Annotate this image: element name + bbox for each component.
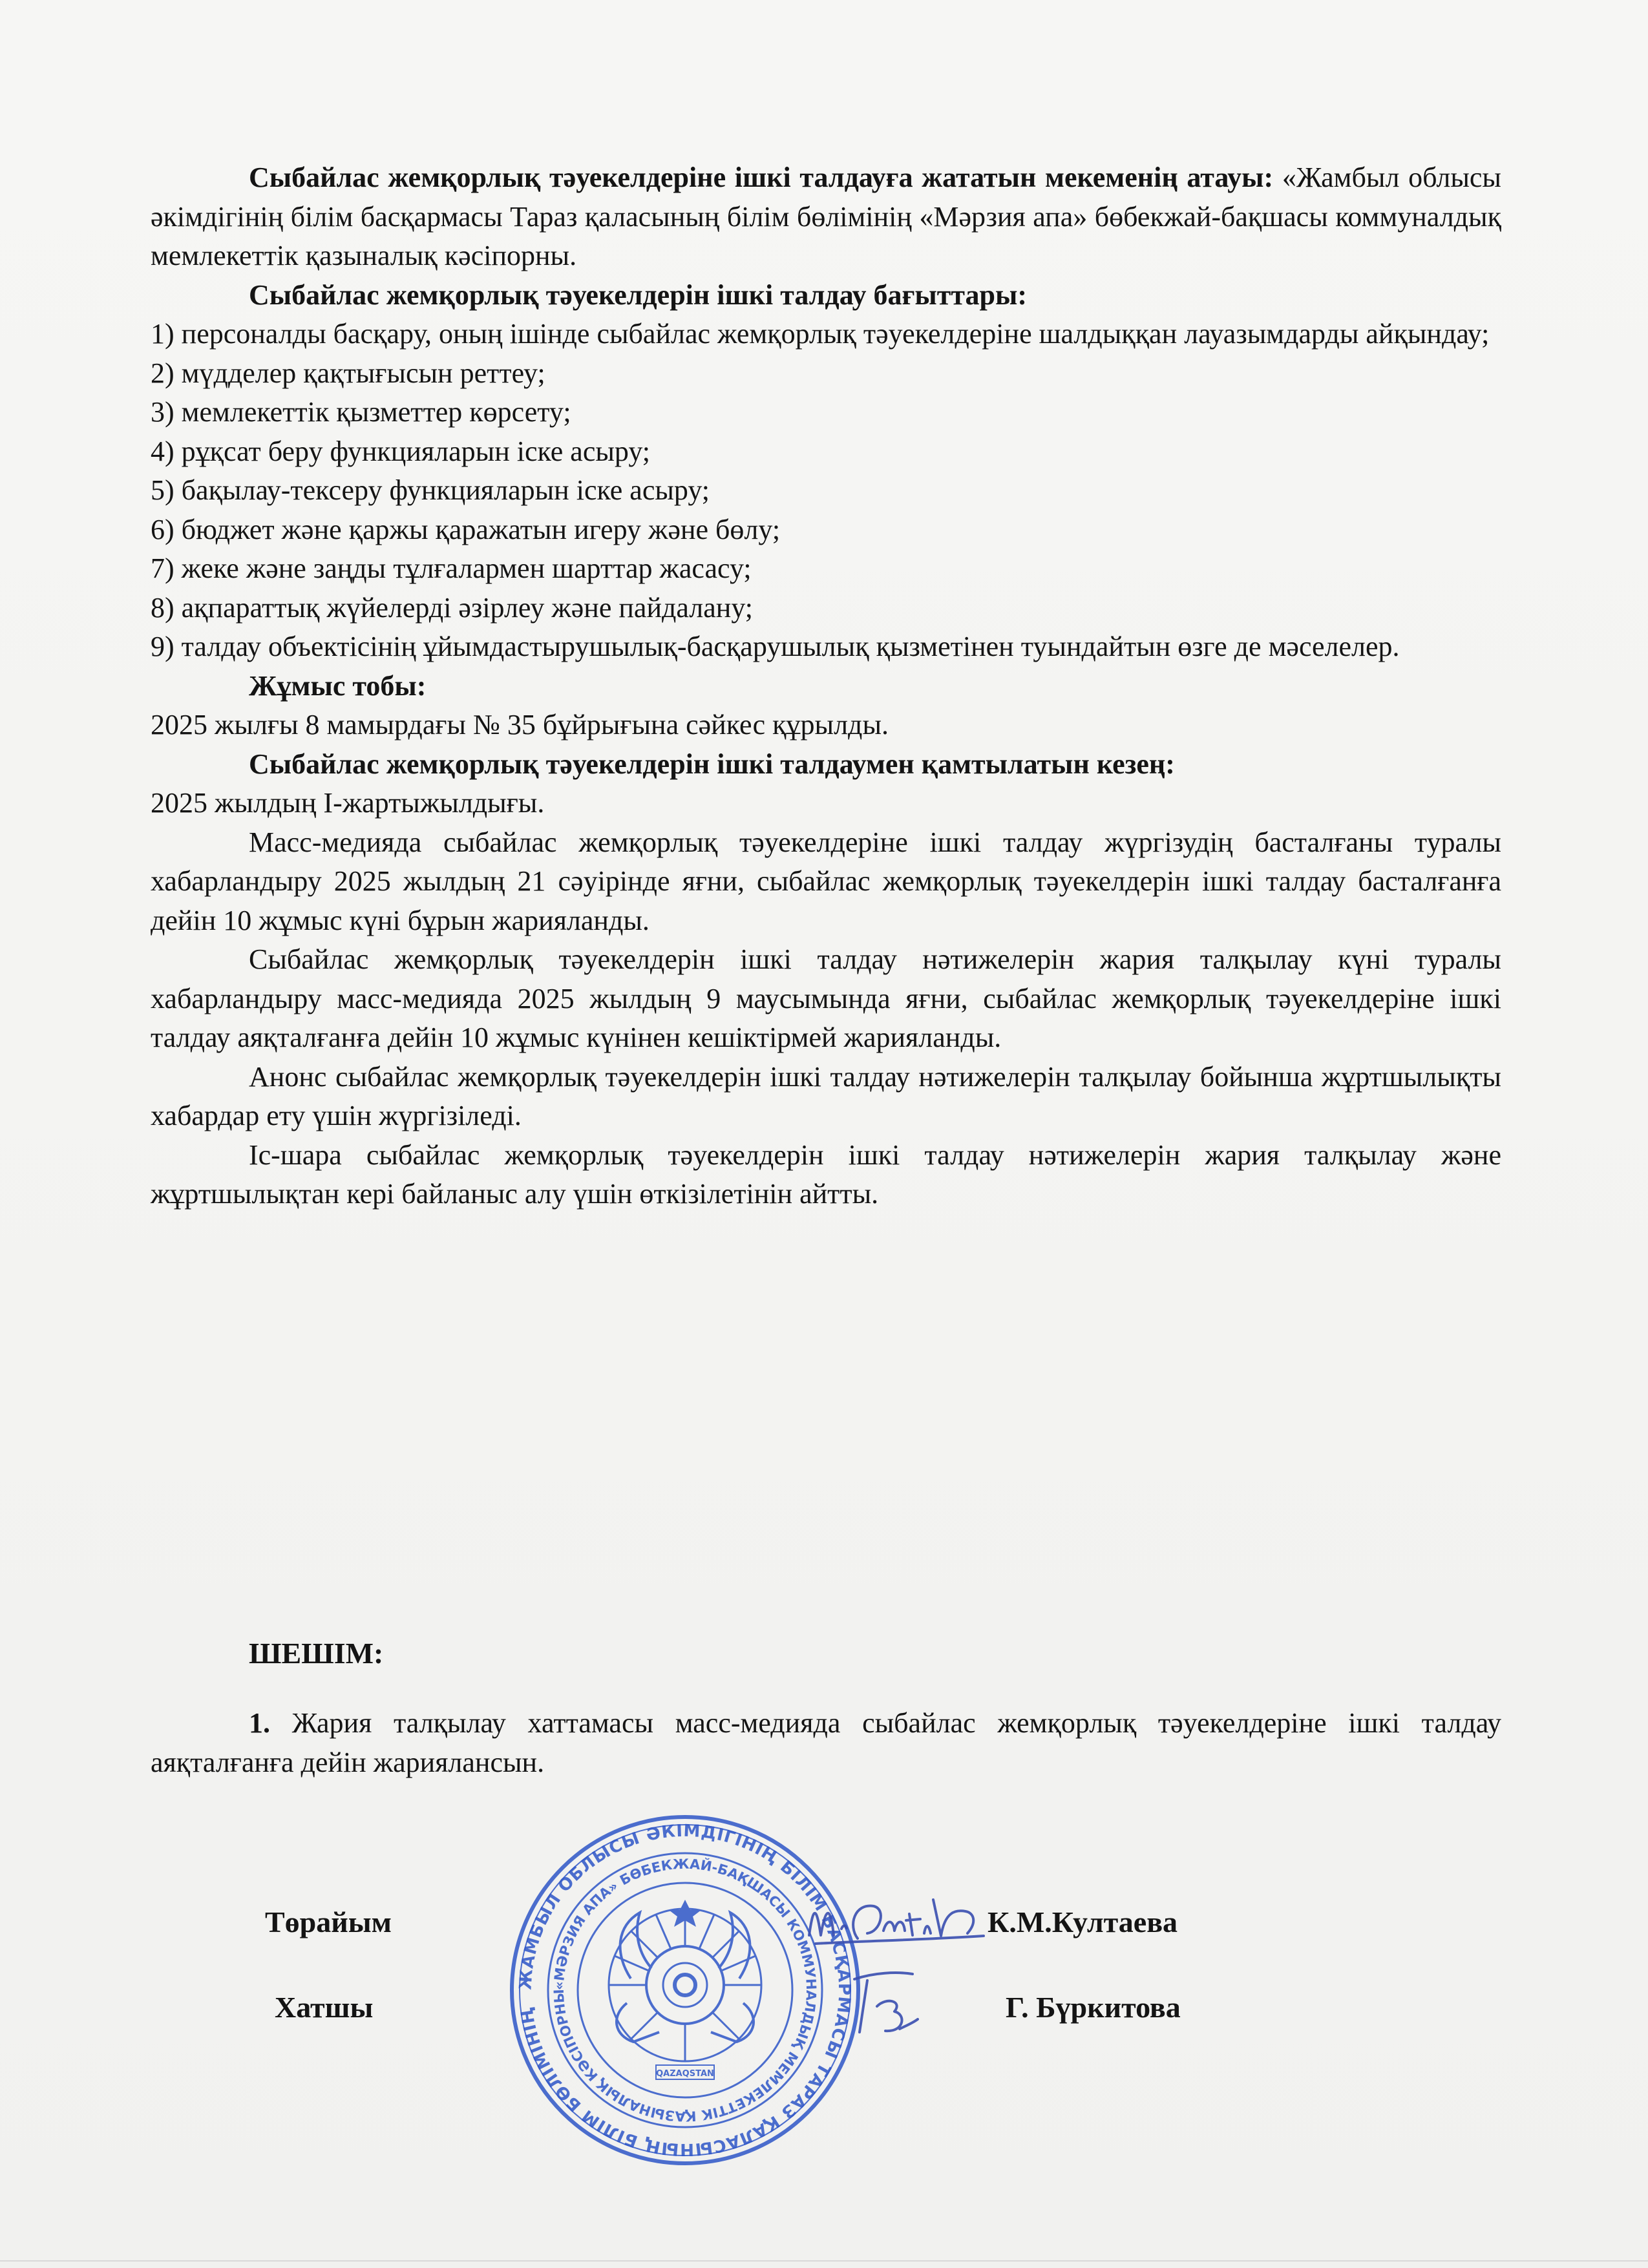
- working-group-text: 2025 жылғы 8 мамырдағы № 35 бұйрығына сәйкес құрылды.: [151, 709, 889, 740]
- working-group-heading-paragraph: [151, 667, 1501, 706]
- working-group-heading: Жұмыс тобы:: [249, 669, 427, 702]
- official-seal: [504, 1809, 866, 2171]
- list-item: 9) талдау объектісінің ұйымдастырушылық-басқарушылық қызметінен туындайтын өзге де мәселелер.: [151, 631, 1400, 662]
- period-heading-paragraph: [151, 745, 1501, 784]
- body-paragraph: Іс-шара сыбайлас жемқорлық тәуекелдерін ішкі талдау нәтижелерін жария талқылау және жұртшылықтан кері байланыс алу үшін өткізілетінін айтты.: [151, 1139, 1501, 1210]
- period-heading: Сыбайлас жемқорлық тәуекелдерін ішкі талдаумен қамтылатын кезең:: [249, 748, 1175, 780]
- decision-title: ШЕШІМ:: [249, 1637, 384, 1670]
- body-paragraph: Сыбайлас жемқорлық тәуекелдерін ішкі талдау нәтижелерін жария талқылау күні туралы хабарландыру масс-медияда 2025 жылдың 9 маусымында яғни, сыбайлас жемқорлық тәуекелдеріне ішкі талдау аяқталғанға дейін 10 жұмыс күнінен кешіктірмей жарияланды.: [151, 943, 1501, 1053]
- institution-heading: Сыбайлас жемқорлық тәуекелдеріне ішкі талдауға жататын мекеменің атауы:: [249, 162, 1274, 193]
- secretary-title: Хатшы: [275, 1991, 374, 2024]
- list-item: 2) мүдделер қақтығысын реттеу;: [151, 357, 545, 389]
- list-item: 6) бюджет және қаржы қаражатын игеру және бөлу;: [151, 513, 781, 545]
- period-text: 2025 жылдың І-жартыжылдығы.: [151, 787, 545, 819]
- secretary-name: Г. Бүркитова: [1006, 1991, 1181, 2024]
- decision-item-number: 1.: [249, 1707, 270, 1739]
- decision-item: [151, 1704, 1501, 1782]
- list-item: 7) жеке және заңды тұлғалармен шарттар жасасу;: [151, 552, 752, 584]
- chair-signature: [796, 1874, 990, 1958]
- list-item: 3) мемлекеттік қызметтер көрсету;: [151, 396, 571, 428]
- list-item: 5) бақылау-тексеру функцияларын іске асыру;: [151, 474, 710, 506]
- page-edge-divider: [0, 2260, 1648, 2262]
- list-item: 8) ақпараттық жүйелерді әзірлеу және пайдалану;: [151, 591, 753, 624]
- body-paragraph: Масс-медияда сыбайлас жемқорлық тәуекелдеріне ішкі талдау жүргізудің басталғаны туралы хабарландыру 2025 жылдың 21 сәуірінде яғни, сыбайлас жемқорлық тәуекелдерін ішкі талдау басталғанға дейін 10 жұмыс күні бұрын жарияланды.: [151, 826, 1501, 936]
- body-paragraph: Анонс сыбайлас жемқорлық тәуекелдерін ішкі талдау нәтижелерін талқылау бойынша жұртшылықты хабардар ету үшін жүргізіледі.: [151, 1060, 1501, 1131]
- seal-center-text: QAZAQSTAN: [656, 2069, 714, 2079]
- document-body: [151, 158, 1501, 1214]
- chair-title: Төрайым: [265, 1906, 392, 1938]
- secretary-signature: [841, 1961, 932, 2045]
- chair-name: К.М.Култаева: [988, 1906, 1178, 1938]
- institution-paragraph: [151, 158, 1501, 276]
- svg-text:«МӘРЗИЯ АПА» БӨБЕКЖАЙ-БАҚШАСЫ: [551, 1856, 819, 2125]
- institution-name: «Жамбыл облысы әкімдігінің білім басқармасы Тараз қаласының білім бөлімінің «Мәрзия апа» бөбекжай-бақшасы коммуналдық мемлекеттік қазыналық кәсіпорны.: [151, 162, 1501, 271]
- directions-heading-paragraph: [151, 276, 1501, 315]
- emblem-icon: [609, 1900, 761, 2061]
- directions-heading: Сыбайлас жемқорлық тәуекелдерін ішкі талдау бағыттары:: [249, 278, 1028, 311]
- seal-inner-text: «МӘРЗИЯ АПА» БӨБЕКЖАЙ-БАҚШАСЫ КОММУНАЛДЫҚ МЕМЛЕКЕТТІК ҚАЗЫНАЛЫҚ КӘСІПОРНЫ: [551, 1856, 819, 2125]
- list-item: 1) персоналды басқару, оның ішінде сыбайлас жемқорлық тәуекелдеріне шалдыққан лауазымдарды айқындау;: [151, 318, 1490, 350]
- list-item: 4) рұқсат беру функцияларын іске асыру;: [151, 435, 650, 467]
- decision-item-text: Жария талқылау хаттамасы масс-медияда сыбайлас жемқорлық тәуекелдеріне ішкі талдау аяқталғанға дейін жариялансын.: [151, 1707, 1501, 1778]
- seal-outer-text: ЖАМБЫЛ ОБЛЫСЫ ӘКІМДІГІНІҢ БІЛІМ БАСҚАРМАСЫ ТАРАЗ ҚАЛАСЫНЫҢ БІЛІМ БӨЛІМІНІҢ: [516, 1821, 854, 2159]
